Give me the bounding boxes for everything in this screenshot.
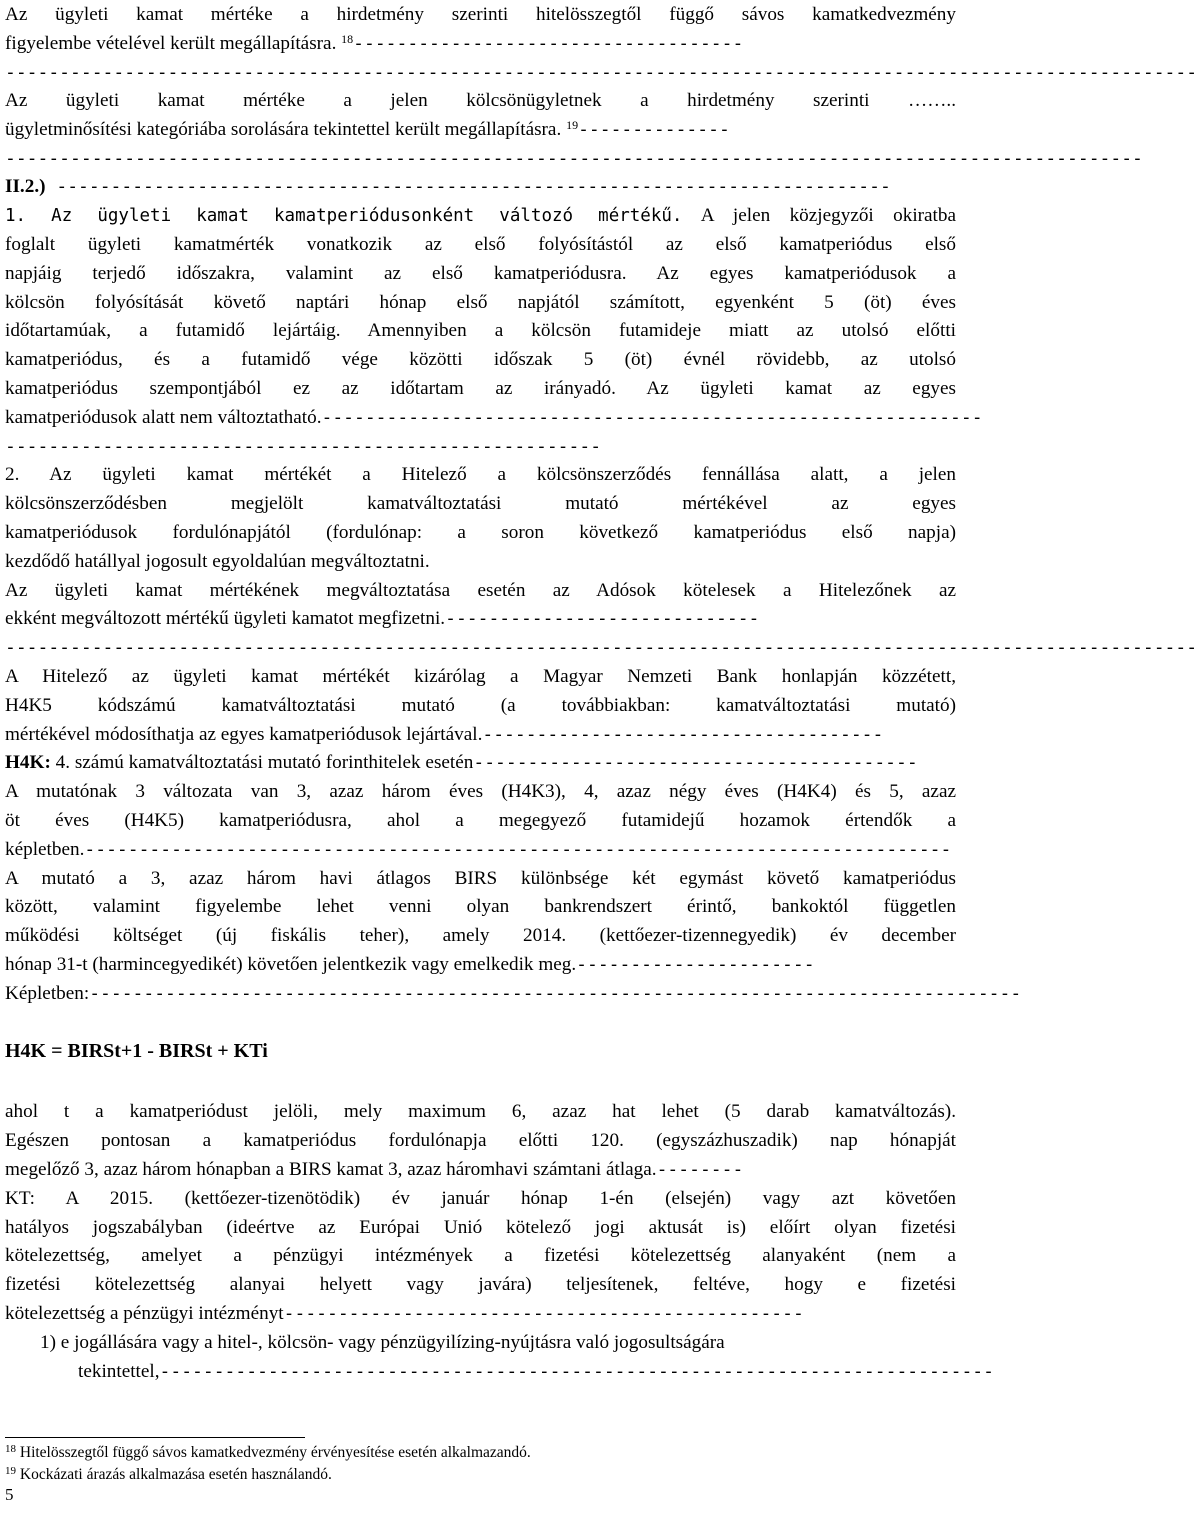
text-line: ekként megváltozott mértékű ügyleti kamatot megfizetni.----------------------------- (5, 608, 760, 629)
text-line: ügyletminősítési kategóriába sorolására tekintettel került megállapításra. $^{19}$-------------- (5, 118, 730, 140)
footnote-18: $^{18}$ Hitelösszegtől függő sávos kamatkedvezmény érvényesítése esetén alkalmazandó. (5, 1443, 531, 1461)
text-line: Az ügyleti kamat mértéke a jelen kölcsönügyletnek a hirdetmény szerinti …….. (5, 90, 956, 111)
text-line: 2. Az ügyleti kamat mértékét a Hitelező a kölcsönszerződés fennállása alatt, a jelen (5, 464, 956, 485)
footnote-ref: 19 (566, 118, 579, 132)
text-line: KT: A 2015. (kettőezer-tizenötödik) év január hónap 1-én (elsején) vagy azt követően (5, 1188, 956, 1209)
text-line: A Hitelező az ügyleti kamat mértékét kizárólag a Magyar Nemzeti Bank honlapján közzétett, (5, 666, 956, 687)
text-line: kölcsön folyósítását követő naptári hónap első napjától számított, egyenként 5 (öt) éves (5, 292, 956, 313)
dash-line: ------------------------------------------------------- (5, 436, 602, 457)
text-line: időtartamúak, a futamidő lejártáig. Amennyiben a kölcsön futamideje miatt az utolsó előtti (5, 320, 956, 341)
text-line: Az ügyleti kamat mértéke a hirdetmény szerinti hitelösszegtől függő sávos kamatkedvezmény (5, 4, 956, 25)
text-line: öt éves (H4K5) kamatperiódusra, ahol a megegyező futamidejű hozamok értendők a (5, 810, 956, 831)
text-line: kamatperiódus, és a futamidő vége közötti időszak 5 (öt) évnél rövidebb, az utolsó (5, 349, 956, 370)
text-line: mértékével módosíthatja az egyes kamatperiódusok lejártával.------------------------------------- (5, 724, 884, 745)
dash-line: --------------------------------------------------------------------------------------------------------- (5, 148, 1143, 169)
text-line: figyelembe vételével került megállapításra. $^{18}$------------------------------------ (5, 32, 744, 54)
footnote-separator (5, 1437, 305, 1438)
footnote-19: $^{19}$ Kockázati árazás alkalmazása esetén használandó. (5, 1465, 332, 1483)
text-line: foglalt ügyleti kamatmérték vonatkozik az első folyósítástól az első kamatperiódus első (5, 234, 956, 255)
text-line: H4K5 kódszámú kamatváltoztatási mutató (a továbbiakban: kamatváltoztatási mutató) (5, 695, 956, 716)
text-line: hónap 31-t (harmincegyedikét) követően jelentkezik vagy emelkedik meg.---------------------- (5, 954, 815, 975)
formula: H4K = BIRSt+1 - BIRSt + KTi (5, 1040, 268, 1062)
text-line: H4K: 4. számú kamatváltoztatási mutató forinthitelek esetén----------------------------------------- (5, 752, 918, 773)
text-line: ahol t a kamatperiódust jelöli, mely maximum 6, azaz hat lehet (5 darab kamatváltozás). (5, 1101, 956, 1122)
text-line: A mutatónak 3 változata van 3, azaz három éves (H4K3), 4, azaz négy éves (H4K4) és 5, azaz (5, 781, 956, 802)
text-line: képletben.-------------------------------------------------------------------------------- (5, 839, 952, 860)
list-item-continuation: tekintettel,----------------------------------------------------------------------------- (78, 1361, 994, 1382)
text-line: kamatperiódusok alatt nem változtatható.------------------------------------------------------------- (5, 407, 983, 428)
page-number: 5 (5, 1485, 14, 1504)
text-line: napjáig terjedő időszakra, valamint az első kamatperiódusra. Az egyes kamatperiódusok a (5, 263, 956, 284)
text-line: kölcsönszerződésben megjelölt kamatváltoztatási mutató mértékével az egyes (5, 493, 956, 514)
text-line: fizetési kötelezettség alanyai helyett vagy javára) teljesítenek, feltéve, hogy e fizetési (5, 1274, 956, 1295)
text-line: 1. Az ügyleti kamat kamatperiódusonként változó mértékű. A jelen közjegyzői okiratba (5, 205, 956, 226)
text-line: kezdődő hatállyal jogosult egyoldalúan megváltoztatni. (5, 551, 430, 572)
text-line: megelőző 3, azaz három hónapban a BIRS kamat 3, azaz háromhavi számtani átlaga.-------- (5, 1159, 744, 1180)
text-line: kötelezettség, amelyet a pénzügyi intézmények a fizetési kötelezettség alanyaként (nem a (5, 1245, 956, 1266)
text-line: kamatperiódus szempontjából ez az időtartam az irányadó. Az ügyleti kamat az egyes (5, 378, 956, 399)
list-item: 1) e jogállására vagy a hitel-, kölcsön- vagy pénzügyilízing-nyújtásra való jogosultságára (40, 1332, 725, 1353)
text-line: kamatperiódusok fordulónapjától (fordulónap: a soron következő kamatperiódus első napja) (5, 522, 956, 543)
dash-line: -------------------------------------------------------------------------------------------------------------- (5, 637, 1197, 658)
text-line: Képletben:-------------------------------------------------------------------------------------- (5, 983, 1022, 1004)
text-line: hatályos jogszabályban (ideértve az Európai Unió kötelező jogi aktusát is) előírt olyan fizetési (5, 1217, 956, 1238)
section-heading: II.2.) ----------------------------------------------------------------------------- (5, 176, 891, 197)
footnote-ref: 18 (341, 32, 354, 46)
text-line: A mutató a 3, azaz három havi átlagos BIRS különbsége két egymást követő kamatperiódus (5, 868, 956, 889)
dash-line: -------------------------------------------------------------------------------------------------------------- (5, 62, 1197, 83)
text-line: Egészen pontosan a kamatperiódus fordulónapja előtti 120. (egyszázhuszadik) nap hónapját (5, 1130, 956, 1151)
text-line: között, valamint figyelembe lehet venni olyan bankrendszert érintő, bankoktól független (5, 896, 956, 917)
text-line: működési költséget (új fiskális teher), amely 2014. (kettőezer-tizennegyedik) év december (5, 925, 956, 946)
text-line: Az ügyleti kamat mértékének megváltoztatása esetén az Adósok kötelesek a Hitelezőnek az (5, 580, 956, 601)
text-line: kötelezettség a pénzügyi intézményt------------------------------------------------ (5, 1303, 804, 1324)
